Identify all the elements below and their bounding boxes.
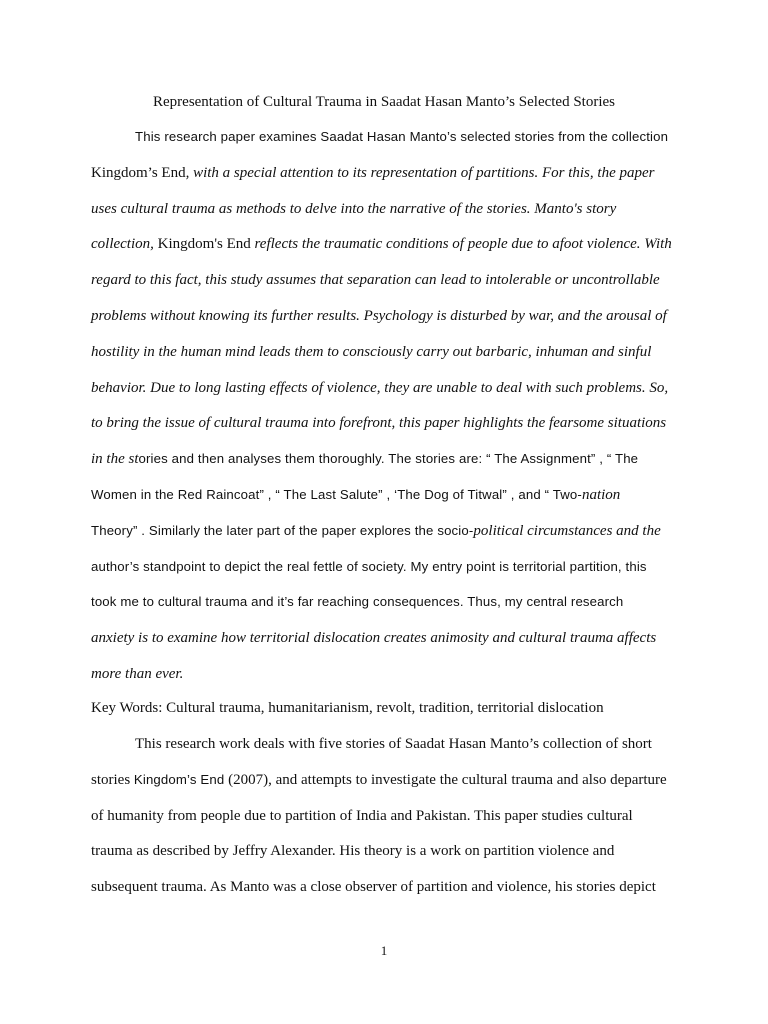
- text-run: Theory” . Similarly the later part of the paper explores the socio-: [91, 522, 474, 538]
- text-line: [91, 340, 691, 364]
- text-line: [91, 839, 691, 863]
- text-run: , with a special attention to its representation of partitions. For this, the paper: [185, 164, 655, 181]
- text-line: [135, 125, 735, 149]
- text-line: [91, 161, 691, 185]
- paper-title: Representation of Cultural Trauma in Saadat Hasan Manto’s Selected Stories: [153, 94, 615, 110]
- text-run: Kingdom’s End: [133, 771, 225, 787]
- text-run: stories: [91, 771, 134, 788]
- text-run: collection,: [91, 236, 158, 253]
- text-run: reflects the traumatic conditions of people due to afoot violence. With: [250, 236, 672, 253]
- text-run: ories and then analyses them thoroughly. The stories are: “ The Assignment” , “ The: [138, 451, 639, 467]
- text-run: Women in the Red Raincoat” , “ The Last Salute” , ‘The Dog of Titwal” , and “ Two-: [91, 487, 582, 502]
- text-run: author’s standpoint to depict the real fettle of society. My entry point is territorial partition, this: [91, 558, 647, 574]
- text-run: This research paper examines Saadat Hasan Manto’s selected stories from the collection: [135, 129, 669, 144]
- text-line: [91, 411, 691, 435]
- text-run: Key Words: Cultural trauma, humanitarianism, revolt, tradition, territorial dislocation: [91, 700, 604, 716]
- text-run: hostility in the human mind leads them to consciously carry out barbaric, inhuman and sinful: [91, 343, 652, 360]
- text-line: [91, 662, 691, 686]
- text-run: uses cultural trauma as methods to delve into the narrative of the stories. Manto's story: [91, 200, 617, 217]
- text-line: [91, 519, 691, 543]
- text-run: problems without knowing its further results. Psychology is disturbed by war, and the arousal of: [91, 308, 667, 324]
- text-line: [135, 732, 735, 756]
- text-run: Kingdom's End: [157, 236, 251, 253]
- text-line: [91, 555, 691, 579]
- text-run: trauma as described by Jeffry Alexander. His theory is a work on partition violence and: [91, 843, 615, 860]
- text-line: [91, 483, 691, 507]
- text-run: more than ever.: [91, 666, 184, 682]
- text-run: (2007), and attempts to investigate the cultural trauma and also departure: [224, 771, 667, 788]
- text-run: regard to this fact, this study assumes that separation can lead to intolerable or uncontrollable: [91, 272, 660, 289]
- text-run: to bring the issue of cultural trauma into forefront, this paper highlights the fearsome situations: [91, 415, 667, 432]
- text-run: behavior. Due to long lasting effects of violence, they are unable to deal with such problems. So,: [91, 379, 669, 396]
- text-line: [91, 197, 691, 221]
- text-line: [91, 376, 691, 400]
- text-line: [91, 232, 691, 256]
- text-line: [91, 304, 691, 328]
- text-line: [91, 768, 691, 792]
- text-run: political circumstances and the: [473, 522, 661, 539]
- text-run: of humanity from people due to partition of India and Pakistan. This paper studies cultural: [91, 807, 633, 824]
- text-run: anxiety is to examine how territorial dislocation creates animosity and cultural trauma affects: [91, 630, 657, 647]
- text-run: took me to cultural trauma and it’s far reaching consequences. Thus, my central research: [91, 594, 624, 610]
- text-line: [91, 875, 691, 899]
- page-number: 1: [380, 943, 388, 958]
- text-line: [91, 626, 691, 650]
- text-run: subsequent trauma. As Manto was a close observer of partition and violence, his stories depict: [91, 879, 656, 896]
- text-run: This research work deals with five stories of Saadat Hasan Manto’s collection of short: [135, 736, 652, 752]
- text-run: Kingdom’s End: [91, 164, 186, 181]
- text-line: [91, 268, 691, 292]
- text-line: [91, 804, 691, 828]
- text-line: [91, 590, 691, 614]
- text-run: nation: [581, 487, 621, 503]
- text-run: in the st: [91, 451, 139, 468]
- keywords-text: [91, 696, 691, 720]
- text-line: [91, 447, 691, 471]
